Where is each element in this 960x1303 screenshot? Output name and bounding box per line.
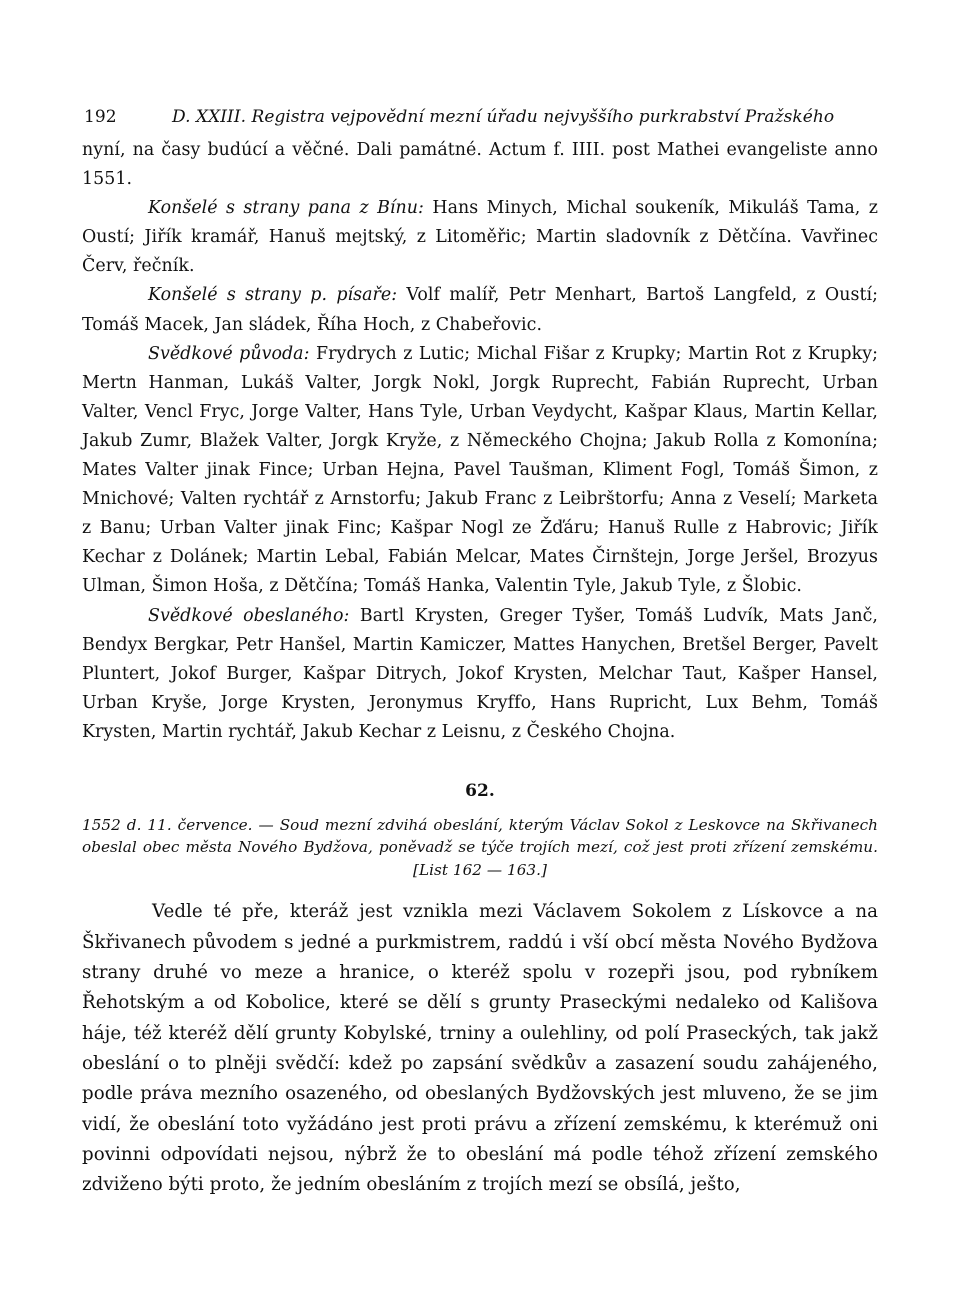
- paragraph-svedkove-puvoda: [82, 340, 878, 602]
- paragraph-label: Konšelé s strany p. písaře:: [148, 285, 398, 306]
- paragraph-text: Frydrych z Lutic; Michal Fišar z Krupky; Martin Rot z Krupky; Mertn Hanman, Lukáš Valter, Jorgk Nokl, Jorgk Ruprecht, Fabián Ruprecht, Urban Valter, Vencl Fryc, Jorge Valter, Hans Tyle, Urban Veydycht, Kašpar Klaus, Martin Kellar, Jakub Zumr, Blažek Valter, Jorgk Kryže, z Německého Chojna; Jakub Rolla z Komonína; Mates Valter jinak Fince; Urban Hejna, Pavel Taušman, Kliment Fogl, Tomáš Šimon, z Mnichové; Valten rychtář z Arnstorfu; Jakub Franc z Leibrštorfu; Anna z Veselí; Marketa z Banu; Urban Valter jinak Finc; Kašpar Nogl ze Žďáru; Hanuš Rulle z Habrovic; Jiřík Kechar z Dolánek; Martin Lebal, Fabián Melcar, Mates Čirnštejn, Jorge Jeršel, Brozyus Ulman, Šimon Hoša, z Dětčína; Tomáš Hanka, Valentin Tyle, Jakub Tyle, z Šlobic.: [82, 343, 878, 597]
- paragraph-konsele-pisar: [82, 281, 878, 339]
- paragraph-konsele-bin: [82, 194, 878, 281]
- paragraph-text: Hans Minych, Michal soukeník, Mikuláš Tama, z Oustí; Jiřík kramář, Hanuš mejtský, z Litoměřic; Martin sladovník z Dětčína. Vavřinec Červ, řečník.: [82, 198, 878, 277]
- paragraph-label: Svědkové obeslaného:: [148, 605, 350, 626]
- paragraph-svedkove-obeslaneho: [82, 602, 878, 747]
- running-title: D. XXIII. Registra vejpovědní mezní úřadu nejvyššího purkrabství Pražského: [172, 107, 835, 127]
- page-header: [82, 98, 878, 136]
- paragraph-label: Konšelé s strany pana z Bínu:: [148, 198, 424, 219]
- document-body: Vedle té pře, kteráž jest vznikla mezi Václavem Sokolem z Lískovce a na Škřivanech původem s jedné a purkmistrem, raddú i vší obcí města Nového Bydžova strany druhé vo meze a hranice, o kteréž spolu v rozepři jsou, pod rybníkem Řehotským a od Kobolice, které se dělí s grunty Praseckými nedaleko od Kališova háje, též kteréž dělí grunty Kobylské, trniny a oulehliny, od polí Praseckých, tak jakž obeslání o to plněji svědčí: kdež po zapsání svědkův a zasazení soudu zahájeného, podle práva mezního osazeného, od obeslaných Bydžovských jest mluveno, že se jim vidí, že obeslání toto vyžádáno jest proti právu a zřízení zemskému, k kterémuž oni povinni odpovídati nejsou, nýbrž že to obeslání má podle téhož zřízení zemského zdviženo býti proto, že jedním obesláním z trojích mezí se obsílá, ješto,: [82, 901, 878, 1196]
- document-number: 62.: [465, 780, 495, 801]
- regest-text: — Soud mezní zdvihá obeslání, kterým Václav Sokol z Leskovce na Skřivanech obeslal obec města Nového Bydžova, poněvadž se týče trojích mezí, což jest proti zřízení zemskému. [List 162 — 163.]: [82, 815, 878, 879]
- paragraph-text: Bartl Krysten, Greger Tyšer, Tomáš Ludvík, Mats Janč, Bendyx Bergkar, Petr Hanšel, Martin Kamiczer, Mattes Hanychen, Bretšel Berger, Pavelt Pluntert, Jokof Burger, Kašpar Ditrych, Jokof Krysten, Melchar Taut, Kašper Hansel, Urban Kryše, Jorge Krysten, Jeronymus Kryffo, Hans Rupricht, Lux Behm, Tomáš Krysten, Martin rychtář, Jakub Kechar z Leisnu, z Českého Chojna.: [82, 605, 878, 742]
- regest-summary: [82, 814, 878, 882]
- opening-paragraph: nyní, na časy budúcí a věčné. Dali památné. Actum f. IIII. post Mathei evangeliste anno 1551.: [82, 140, 878, 190]
- paragraph-label: Svědkové původa:: [148, 343, 310, 364]
- regest-date: 1552 d. 11. července.: [82, 815, 253, 834]
- paragraph-text: Volf malíř, Petr Menhart, Bartoš Langfeld, z Oustí; Tomáš Macek, Jan sládek, Říha Hoch, z Chabeřovic.: [82, 285, 879, 335]
- page-number: 192: [84, 107, 117, 127]
- book-page: [82, 98, 878, 1219]
